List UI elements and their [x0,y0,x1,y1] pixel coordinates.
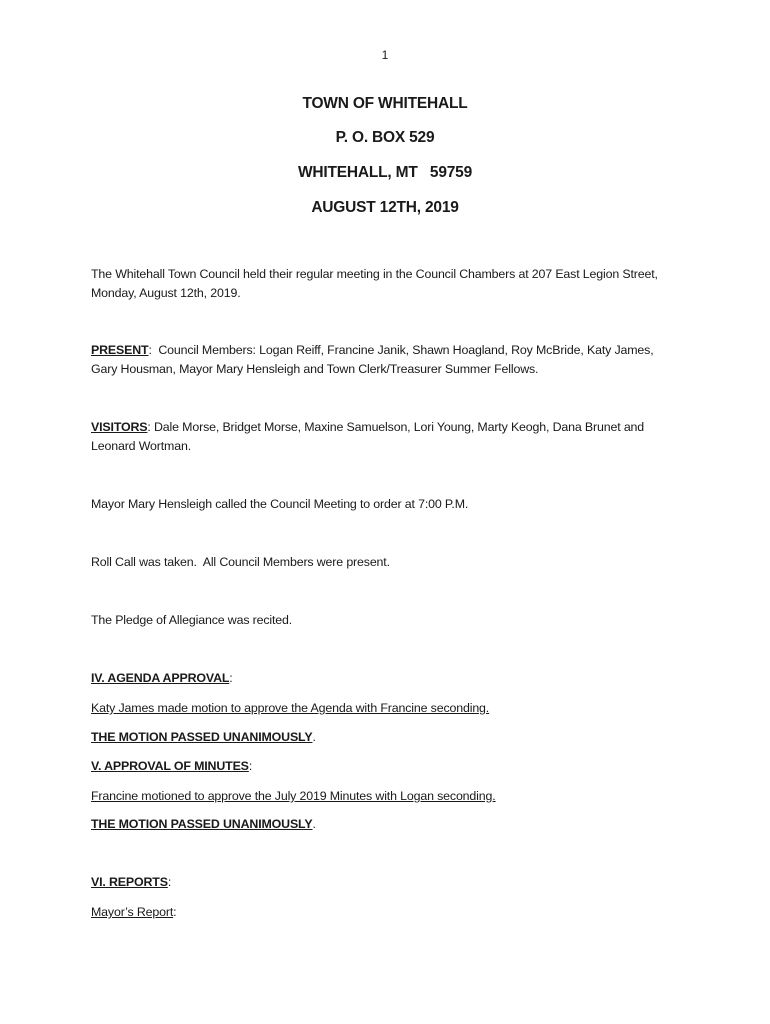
agenda-result-period: . [312,730,316,744]
approval-of-minutes-heading [91,757,681,776]
minutes-result-text: THE MOTION PASSED UNANIMOUSLY [91,817,313,831]
mayors-report-colon: : [173,905,177,919]
roll-call-paragraph: Roll Call was taken. All Council Members were present. [91,555,390,569]
agenda-heading-colon: : [229,671,233,685]
present-paragraph [91,341,681,379]
reports-heading-text: VI. REPORTS [91,875,168,889]
visitors-text: : Dale Morse, Bridget Morse, Maxine Samuelson, Lori Young, Marty Keogh, Dana Brunet and Leonard Wortman. [91,420,645,453]
reports-heading [91,873,681,892]
mayors-report-text: Mayor’s Report [91,905,174,919]
visitors-label: VISITORS [91,420,148,434]
minutes-motion-text: Francine motioned to approve the July 2019 Minutes with Logan seconding. [91,789,496,803]
agenda-approval-heading [91,669,681,688]
call-to-order-paragraph: Mayor Mary Hensleigh called the Council Meeting to order at 7:00 P.M. [91,497,469,511]
agenda-motion-text: Katy James made motion to approve the Agenda with Francine seconding. [91,701,490,715]
visitors-paragraph [91,418,681,456]
minutes-result [91,815,681,834]
town-name-heading: TOWN OF WHITEHALL [302,95,468,112]
minutes-heading-colon: : [248,759,253,773]
page-number: 1 [381,48,389,62]
minutes-result-period: . [312,817,316,831]
city-state-zip-heading: WHITEHALL, MT 59759 [297,164,473,181]
agenda-heading-text: IV. AGENDA APPROVAL [91,671,230,685]
present-text: : Council Members: Logan Reiff, Francine Janik, Shawn Hoagland, Roy McBride, Katy James, Gary Housman, Mayor Mary Hensleigh and Town Clerk/Treasurer Summer Fellows. [91,343,657,376]
minutes-motion [91,787,681,806]
mayors-report-label [91,903,681,922]
minutes-heading-text: V. APPROVAL OF MINUTES [91,759,249,773]
present-label: PRESENT [91,343,149,357]
reports-heading-colon: : [167,875,172,889]
agenda-result-text: THE MOTION PASSED UNANIMOUSLY [91,730,313,744]
agenda-motion [91,699,681,718]
meeting-date-heading: AUGUST 12TH, 2019 [311,199,459,216]
intro-paragraph: The Whitehall Town Council held their regular meeting in the Council Chambers at 207 East Legion Street, Monday, August 12th, 2019. [91,267,658,300]
po-box-heading: P. O. BOX 529 [335,129,435,146]
pledge-paragraph: The Pledge of Allegiance was recited. [91,613,293,627]
agenda-result [91,728,681,747]
